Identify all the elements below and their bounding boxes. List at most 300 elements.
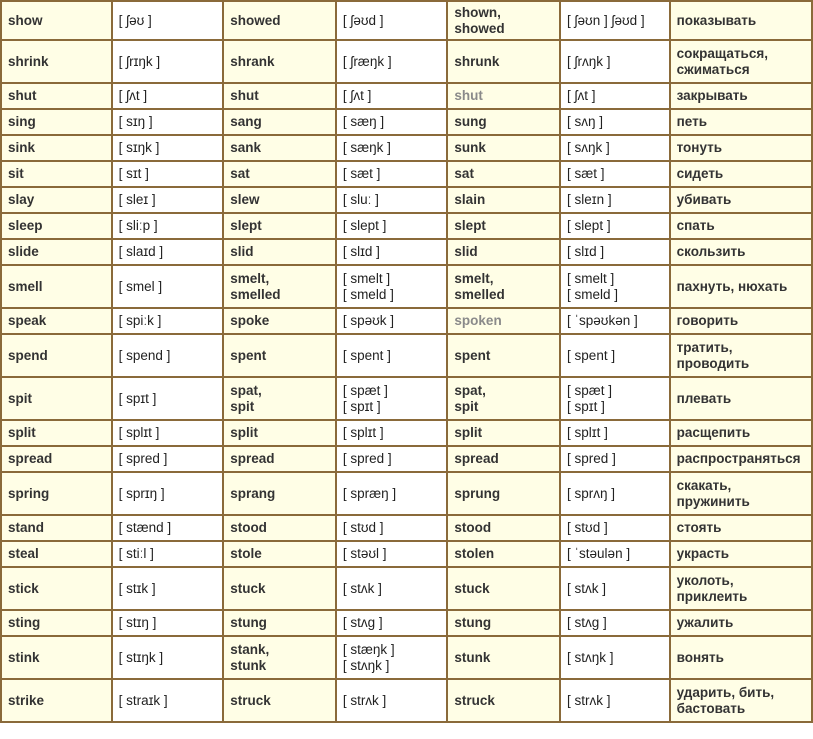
past-simple-transcription: [337, 84, 447, 108]
base-transcription-text: [ stænd ]: [118, 520, 172, 535]
russian-translation-line: скакать,: [676, 477, 732, 493]
russian-translation: [671, 188, 811, 212]
past-simple-transcription: [337, 309, 447, 333]
verb-row: [2, 162, 811, 186]
past-participle-transcription: [561, 240, 669, 264]
past-simple-transcription-line: [ sæt ]: [342, 166, 381, 181]
past-participle-transcription-line: [ spred ]: [567, 451, 616, 466]
russian-translation-line: закрывать: [676, 88, 748, 103]
past-simple-transcription-line: [ ʃræŋk ]: [342, 53, 392, 69]
past-participle: [448, 421, 559, 445]
past-simple-transcription: [337, 41, 447, 82]
past-simple-line: spread: [230, 451, 275, 466]
past-participle: [448, 309, 559, 333]
past-participle-line: shut: [454, 88, 483, 103]
base-form-text: sleep: [8, 218, 43, 233]
verb-row: [2, 188, 811, 212]
past-simple-line: stood: [230, 520, 267, 535]
past-simple-transcription: [337, 680, 447, 721]
base-transcription-text: [ spiːk ]: [118, 313, 162, 328]
verb-row: [2, 2, 811, 39]
past-simple-transcription-line: [ spræŋ ]: [342, 485, 397, 501]
base-transcription-text: [ sɪt ]: [118, 166, 149, 181]
past-participle-line: smelled: [454, 286, 505, 302]
base-form-text: stick: [8, 580, 39, 596]
past-simple-transcription-line: [ sæŋ ]: [342, 114, 385, 129]
base-form-text: stink: [8, 649, 40, 665]
russian-translation-line: ужалить: [676, 615, 734, 630]
past-simple-transcription: [337, 542, 447, 566]
base-transcription: [113, 680, 223, 721]
past-participle-line: slid: [454, 244, 478, 259]
past-participle-transcription: [561, 188, 669, 212]
past-simple: [224, 447, 335, 471]
past-simple-line: smelled: [230, 286, 281, 302]
past-participle-line: showed: [454, 20, 505, 36]
past-participle: [448, 84, 559, 108]
verb-row: [2, 516, 811, 540]
past-participle-transcription: [561, 309, 669, 333]
past-simple-line: shut: [230, 88, 259, 103]
past-simple-transcription-line: [ strʌk ]: [342, 692, 387, 708]
past-simple-line: sang: [230, 114, 262, 129]
past-participle-transcription: [561, 516, 669, 540]
verb-row: [2, 110, 811, 134]
past-simple: [224, 568, 335, 609]
base-transcription: [113, 516, 223, 540]
base-form: [2, 266, 111, 307]
past-participle-line: split: [454, 425, 483, 440]
verb-row: [2, 84, 811, 108]
russian-translation-line: пружинить: [676, 493, 750, 509]
past-simple-transcription: [337, 473, 447, 514]
past-simple: [224, 473, 335, 514]
past-participle-transcription: [561, 447, 669, 471]
verb-row: [2, 309, 811, 333]
past-simple: [224, 240, 335, 264]
past-simple-transcription: [337, 110, 447, 134]
russian-translation: [671, 309, 811, 333]
past-participle-transcription-line: [ spent ]: [567, 347, 616, 363]
base-transcription: [113, 335, 223, 376]
past-simple: [224, 611, 335, 635]
past-simple-line: sank: [230, 140, 261, 155]
past-simple-transcription-line: [ stəʊl ]: [342, 546, 387, 561]
russian-translation: [671, 41, 811, 82]
past-simple-line: smelt,: [230, 270, 270, 286]
base-form: [2, 136, 111, 160]
past-participle-transcription: [561, 335, 669, 376]
past-simple-transcription-line: [ spɪt ]: [342, 398, 381, 414]
past-participle-transcription-line: [ stʌŋk ]: [567, 649, 614, 665]
past-simple: [224, 637, 335, 678]
past-simple-line: stole: [230, 546, 262, 561]
base-transcription: [113, 214, 223, 238]
past-participle-transcription-line: [ splɪt ]: [567, 425, 608, 440]
past-simple: [224, 110, 335, 134]
base-form-text: shut: [8, 88, 37, 103]
past-simple: [224, 680, 335, 721]
russian-translation-line: скользить: [676, 244, 746, 259]
past-simple: [224, 84, 335, 108]
past-participle-transcription: [561, 266, 669, 307]
base-form-text: steal: [8, 546, 39, 561]
base-form-text: show: [8, 12, 43, 28]
base-transcription: [113, 136, 223, 160]
past-simple-transcription: [337, 188, 447, 212]
past-simple-line: stank,: [230, 641, 270, 657]
russian-translation: [671, 516, 811, 540]
verb-row: [2, 680, 811, 721]
base-form: [2, 84, 111, 108]
verb-row: [2, 637, 811, 678]
past-participle-transcription: [561, 41, 669, 82]
past-simple: [224, 309, 335, 333]
russian-translation-line: распространяться: [676, 451, 801, 466]
base-transcription-text: [ ʃəʊ ]: [118, 12, 152, 28]
russian-translation: [671, 473, 811, 514]
past-participle: [448, 611, 559, 635]
base-transcription-text: [ spend ]: [118, 347, 171, 363]
verb-row: [2, 611, 811, 635]
past-participle-line: stuck: [454, 580, 490, 596]
past-participle-transcription: [561, 637, 669, 678]
past-participle-line: sat: [454, 166, 474, 181]
russian-translation: [671, 542, 811, 566]
base-transcription: [113, 41, 223, 82]
base-transcription-text: [ sɪŋ ]: [118, 114, 153, 129]
russian-translation: [671, 378, 811, 419]
past-participle-transcription-line: [ stʌk ]: [567, 580, 607, 596]
past-participle-line: stung: [454, 615, 492, 630]
verb-row: [2, 568, 811, 609]
base-transcription-text: [ sprɪŋ ]: [118, 485, 165, 501]
russian-translation-line: расщепить: [676, 425, 751, 440]
past-simple-transcription-line: [ spent ]: [342, 347, 391, 363]
past-participle: [448, 41, 559, 82]
past-participle: [448, 335, 559, 376]
base-form: [2, 568, 111, 609]
past-simple-transcription-line: [ sæŋk ]: [342, 140, 391, 155]
base-transcription: [113, 240, 223, 264]
base-transcription-text: [ smel ]: [118, 278, 163, 294]
base-transcription: [113, 568, 223, 609]
past-simple: [224, 266, 335, 307]
base-transcription: [113, 2, 223, 39]
russian-translation-line: вонять: [676, 649, 724, 665]
past-participle-line: stolen: [454, 546, 495, 561]
past-participle: [448, 473, 559, 514]
past-simple-transcription: [337, 568, 447, 609]
past-simple: [224, 41, 335, 82]
past-simple-transcription-line: [ spəʊk ]: [342, 313, 395, 328]
base-form: [2, 637, 111, 678]
base-form: [2, 611, 111, 635]
past-simple-line: stuck: [230, 580, 266, 596]
past-simple-line: stunk: [230, 657, 267, 673]
base-form-text: sing: [8, 114, 36, 129]
verb-row: [2, 214, 811, 238]
past-simple-line: split: [230, 425, 258, 440]
past-participle-transcription-line: [ ʃrʌŋk ]: [567, 53, 611, 69]
past-simple: [224, 542, 335, 566]
russian-translation-line: тратить,: [676, 339, 733, 355]
russian-translation: [671, 240, 811, 264]
base-form: [2, 378, 111, 419]
base-form-text: sit: [8, 166, 24, 181]
verb-table-body: [2, 2, 811, 721]
past-participle-line: stunk: [454, 649, 491, 665]
past-participle-transcription: [561, 136, 669, 160]
russian-translation: [671, 84, 811, 108]
base-transcription: [113, 611, 223, 635]
past-participle-transcription-line: [ slɪd ]: [567, 244, 605, 259]
past-simple-transcription: [337, 266, 447, 307]
base-form-text: sting: [8, 615, 41, 630]
verb-row: [2, 542, 811, 566]
past-participle-transcription-line: [ ʃʌt ]: [567, 88, 596, 103]
past-participle-transcription-line: [ spæt ]: [567, 382, 613, 398]
past-participle: [448, 542, 559, 566]
past-participle-transcription-line: [ sleɪn ]: [567, 192, 612, 207]
past-simple-transcription-line: [ stʌk ]: [342, 580, 382, 596]
past-participle: [448, 214, 559, 238]
verb-row: [2, 447, 811, 471]
past-simple-transcription: [337, 335, 447, 376]
russian-translation-line: ударить, бить,: [676, 684, 775, 700]
past-participle-line: stood: [454, 520, 492, 535]
base-transcription: [113, 162, 223, 186]
past-simple-transcription-line: [ stʌŋk ]: [342, 657, 390, 673]
base-form-text: spend: [8, 347, 48, 363]
past-simple: [224, 2, 335, 39]
past-participle-transcription: [561, 84, 669, 108]
russian-translation-line: стоять: [676, 520, 722, 535]
base-transcription: [113, 542, 223, 566]
past-simple-transcription-line: [ splɪt ]: [342, 425, 384, 440]
past-participle-transcription-line: [ sprʌŋ ]: [567, 485, 616, 501]
base-transcription-text: [ ʃrɪŋk ]: [118, 53, 161, 69]
base-form: [2, 542, 111, 566]
russian-translation-line: тонуть: [676, 140, 723, 155]
past-participle-transcription-line: [ spɪt ]: [567, 398, 605, 414]
past-simple-transcription-line: [ smelt ]: [342, 270, 391, 286]
past-simple-transcription-line: [ sluː ]: [342, 192, 379, 207]
past-simple-transcription-line: [ ʃʌt ]: [342, 88, 372, 103]
past-simple-transcription-line: [ stʌɡ ]: [342, 615, 383, 630]
past-simple-transcription: [337, 516, 447, 540]
verb-row: [2, 335, 811, 376]
past-participle-line: spread: [454, 451, 499, 466]
past-simple: [224, 378, 335, 419]
russian-translation-line: сидеть: [676, 166, 724, 181]
past-participle-transcription-line: [ ˈspəʊkən ]: [567, 313, 638, 328]
russian-translation: [671, 214, 811, 238]
past-simple: [224, 136, 335, 160]
russian-translation: [671, 611, 811, 635]
past-simple-transcription-line: [ slɪd ]: [342, 244, 380, 259]
base-form-text: spread: [8, 451, 53, 466]
base-form: [2, 110, 111, 134]
base-transcription-text: [ stiːl ]: [118, 546, 154, 561]
russian-translation: [671, 2, 811, 39]
past-participle: [448, 568, 559, 609]
base-transcription: [113, 637, 223, 678]
past-simple: [224, 188, 335, 212]
russian-translation-line: плевать: [676, 390, 732, 406]
base-form-text: strike: [8, 692, 45, 708]
base-form: [2, 516, 111, 540]
past-simple-line: sat: [230, 166, 250, 181]
past-participle: [448, 680, 559, 721]
past-simple-line: showed: [230, 12, 281, 28]
russian-translation: [671, 335, 811, 376]
past-simple-line: spoke: [230, 313, 270, 328]
past-simple-transcription: [337, 240, 447, 264]
past-participle-line: spent: [454, 347, 491, 363]
past-participle-transcription-line: [ ˈstəulən ]: [567, 546, 631, 561]
base-form: [2, 162, 111, 186]
russian-translation: [671, 421, 811, 445]
past-participle-line: slept: [454, 218, 486, 233]
russian-translation-line: сокращаться,: [676, 45, 768, 61]
past-participle: [448, 240, 559, 264]
past-simple: [224, 214, 335, 238]
past-participle: [448, 266, 559, 307]
past-participle-transcription-line: [ stʊd ]: [567, 520, 608, 535]
base-transcription: [113, 473, 223, 514]
past-participle-transcription: [561, 110, 669, 134]
base-form: [2, 188, 111, 212]
base-form-text: spring: [8, 485, 50, 501]
past-participle-transcription-line: [ ʃəʊn ] ʃəʊd ]: [567, 12, 645, 28]
russian-translation-line: приклеить: [676, 588, 748, 604]
past-simple-transcription-line: [ spred ]: [342, 451, 392, 466]
past-participle-line: sprung: [454, 485, 501, 501]
russian-translation-line: пахнуть, нюхать: [676, 278, 788, 294]
past-simple-transcription: [337, 162, 447, 186]
past-participle-transcription-line: [ smelt ]: [567, 270, 615, 286]
past-participle-transcription: [561, 214, 669, 238]
russian-translation-line: петь: [676, 114, 708, 129]
past-participle: [448, 2, 559, 39]
base-transcription: [113, 110, 223, 134]
base-form-text: slay: [8, 192, 35, 207]
past-participle-line: shown,: [454, 4, 501, 20]
russian-translation-line: спать: [676, 218, 715, 233]
base-form: [2, 41, 111, 82]
past-participle-line: spit: [454, 398, 479, 414]
base-transcription-text: [ spɪt ]: [118, 390, 157, 406]
base-transcription: [113, 84, 223, 108]
verb-row: [2, 421, 811, 445]
past-simple-transcription-line: [ spæt ]: [342, 382, 388, 398]
past-participle-line: struck: [454, 692, 495, 708]
past-simple-line: spent: [230, 347, 267, 363]
past-simple-transcription-line: [ stʊd ]: [342, 520, 384, 535]
base-transcription-text: [ slaɪd ]: [118, 244, 164, 259]
base-transcription: [113, 378, 223, 419]
russian-translation: [671, 680, 811, 721]
past-participle-transcription: [561, 2, 669, 39]
base-form: [2, 473, 111, 514]
base-transcription-text: [ sɪŋk ]: [118, 140, 160, 155]
russian-translation: [671, 110, 811, 134]
russian-translation-line: показывать: [676, 12, 757, 28]
past-participle: [448, 378, 559, 419]
past-simple-transcription-line: [ stæŋk ]: [342, 641, 395, 657]
past-participle-transcription: [561, 473, 669, 514]
base-form: [2, 2, 111, 39]
base-form-text: split: [8, 425, 36, 440]
past-participle-line: sung: [454, 114, 487, 129]
russian-translation: [671, 266, 811, 307]
past-participle: [448, 110, 559, 134]
past-participle-transcription: [561, 611, 669, 635]
base-transcription: [113, 188, 223, 212]
base-transcription-text: [ sleɪ ]: [118, 192, 156, 207]
past-simple-transcription-line: [ smeld ]: [342, 286, 394, 302]
past-simple-line: sprang: [230, 485, 276, 501]
russian-translation-line: убивать: [676, 192, 732, 207]
base-transcription: [113, 447, 223, 471]
past-participle: [448, 136, 559, 160]
past-simple: [224, 421, 335, 445]
past-participle-transcription-line: [ sʌŋk ]: [567, 140, 610, 155]
base-form: [2, 309, 111, 333]
past-simple: [224, 335, 335, 376]
past-participle-transcription: [561, 542, 669, 566]
verb-row: [2, 240, 811, 264]
base-form: [2, 421, 111, 445]
base-transcription-text: [ stɪk ]: [118, 580, 156, 596]
base-transcription: [113, 266, 223, 307]
past-simple: [224, 162, 335, 186]
base-transcription: [113, 421, 223, 445]
base-transcription-text: [ straɪk ]: [118, 692, 168, 708]
verb-row: [2, 136, 811, 160]
verb-row: [2, 473, 811, 514]
past-simple-transcription-line: [ ʃəʊd ]: [342, 12, 384, 28]
past-simple-line: shrank: [230, 53, 275, 69]
past-simple-transcription: [337, 378, 447, 419]
base-form-text: stand: [8, 520, 45, 535]
base-form-text: speak: [8, 313, 47, 328]
past-simple-line: spit: [230, 398, 255, 414]
past-participle: [448, 516, 559, 540]
past-participle-transcription: [561, 568, 669, 609]
russian-translation-line: проводить: [676, 355, 750, 371]
base-transcription-text: [ splɪt ]: [118, 425, 160, 440]
russian-translation: [671, 637, 811, 678]
verb-row: [2, 266, 811, 307]
past-simple-line: slew: [230, 192, 260, 207]
russian-translation-line: украсть: [676, 546, 730, 561]
russian-translation-line: уколоть,: [676, 572, 734, 588]
past-simple: [224, 516, 335, 540]
past-participle-line: slain: [454, 192, 486, 207]
past-simple-line: stung: [230, 615, 267, 630]
past-participle-transcription: [561, 680, 669, 721]
past-participle-transcription-line: [ smeld ]: [567, 286, 619, 302]
russian-translation-line: бастовать: [676, 700, 746, 716]
base-form-text: shrink: [8, 53, 49, 69]
base-form-text: smell: [8, 278, 43, 294]
past-simple-transcription: [337, 637, 447, 678]
past-simple-line: slid: [230, 244, 254, 259]
past-simple-transcription: [337, 214, 447, 238]
base-transcription-text: [ stɪŋk ]: [118, 649, 164, 665]
